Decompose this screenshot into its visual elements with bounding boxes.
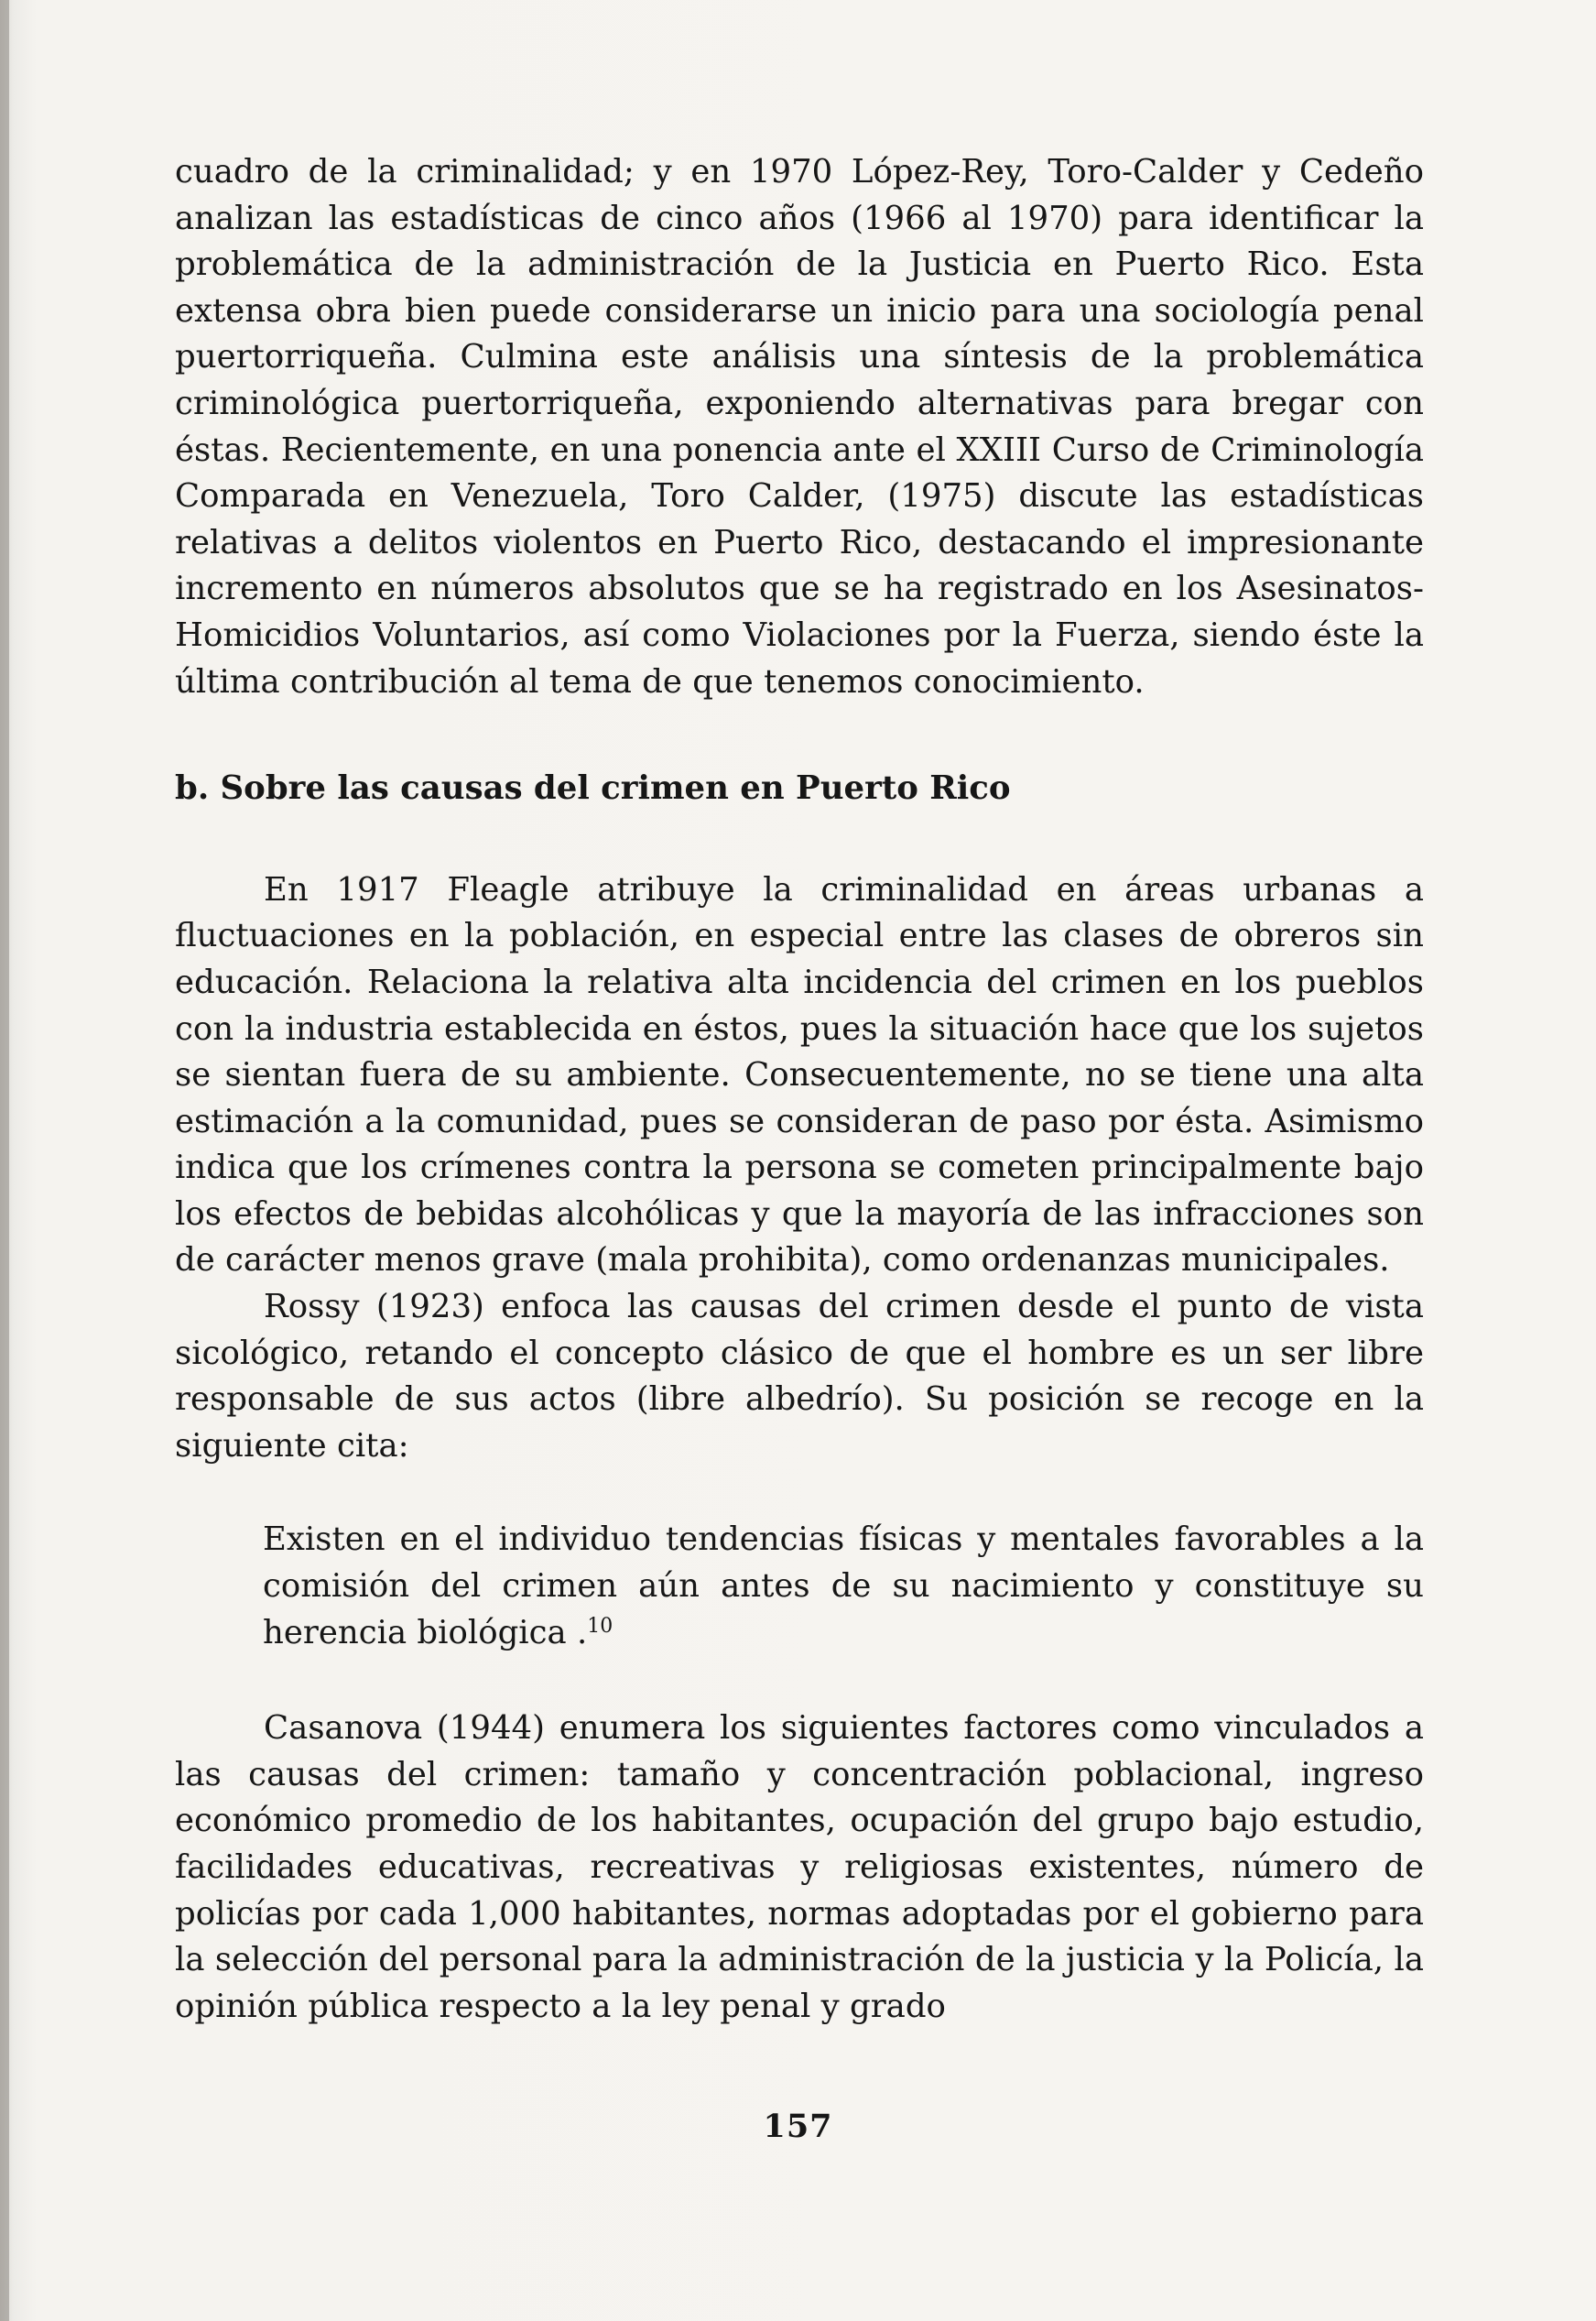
paragraph-casanova: Casanova (1944) enumera los siguientes factores como vinculados a las causas del crimen: tamaño y concentración poblacional, ingreso económico promedio de los habitantes, ocupación del grupo bajo estudio, facilidades educativas, recreativas y religiosas existentes, número de policías por cada 1,000 habitantes, normas adoptadas por el gobierno para la selección del personal para la administración de la justicia y la Policía, la opinión pública respecto a la ley penal y grado [175, 1709, 1424, 2025]
paragraph-rossy: Rossy (1923) enfoca las causas del crimen desde el punto de vista sicológico, retando el concepto clásico de que el hombre es un ser libre responsable de sus actos (libre albedrío). Su posición se recoge en la siguiente cita: [175, 1288, 1424, 1465]
paragraph-fleagle: En 1917 Fleagle atribuye la criminalidad en áreas urbanas a fluctuaciones en la población, en especial entre las clases de obreros sin educación. Relaciona la relativa alta incidencia del crimen en los pueblos con la industria establecida en éstos, pues la situación hace que los sujetos se sientan fuera de su ambiente. Consecuentemente, no se tiene una alta estimación a la comunidad, pues se consideran de paso por ésta. Asimismo indica que los crímenes contra la persona se cometen principalmente bajo los efectos de bebidas alcohólicas y que la mayoría de las infracciones son de carácter menos grave (mala prohibita), como ordenanzas municipales. [175, 870, 1424, 1280]
intro-paragraph: cuadro de la criminalidad; y en 1970 López-Rey, Toro-Calder y Cedeño analizan las estadísticas de cinco años (1966 al 1970) para identificar la problemática de la administración de la Justicia en Puerto Rico. Esta extensa obra bien puede considerarse un inicio para una sociología penal puertorriqueña. Culmina este análisis una síntesis de la problemática criminológica puertorriqueña, exponiendo alternativas para bregar con éstas. Recientemente, en una ponencia ante el XXIII Curso de Criminología Comparada en Venezuela, Toro Calder, (1975) discute las estadísticas relativas a delitos violentos en Puerto Rico, destacando el impresionante incremento en números absolutos que se ha registrado en los Asesinatos-Homicidios Voluntarios, así como Violaciones por la Fuerza, siendo éste la última contribución al tema de que tenemos conocimiento. [175, 153, 1424, 701]
binding-gutter [0, 0, 9, 2321]
page-number: 157 [763, 2108, 833, 2145]
quote-text: Existen en el individuo tendencias físicas y mentales favorables a la comisión del crimen aún antes de su nacimiento y constituye su herencia biológica . [263, 1520, 1424, 1651]
section-heading: b. Sobre las causas del crimen en Puerto Rico [175, 769, 1011, 808]
block-quote [263, 1517, 1424, 1656]
footnote-reference: 10 [587, 1614, 613, 1638]
body-text [175, 149, 1424, 2030]
